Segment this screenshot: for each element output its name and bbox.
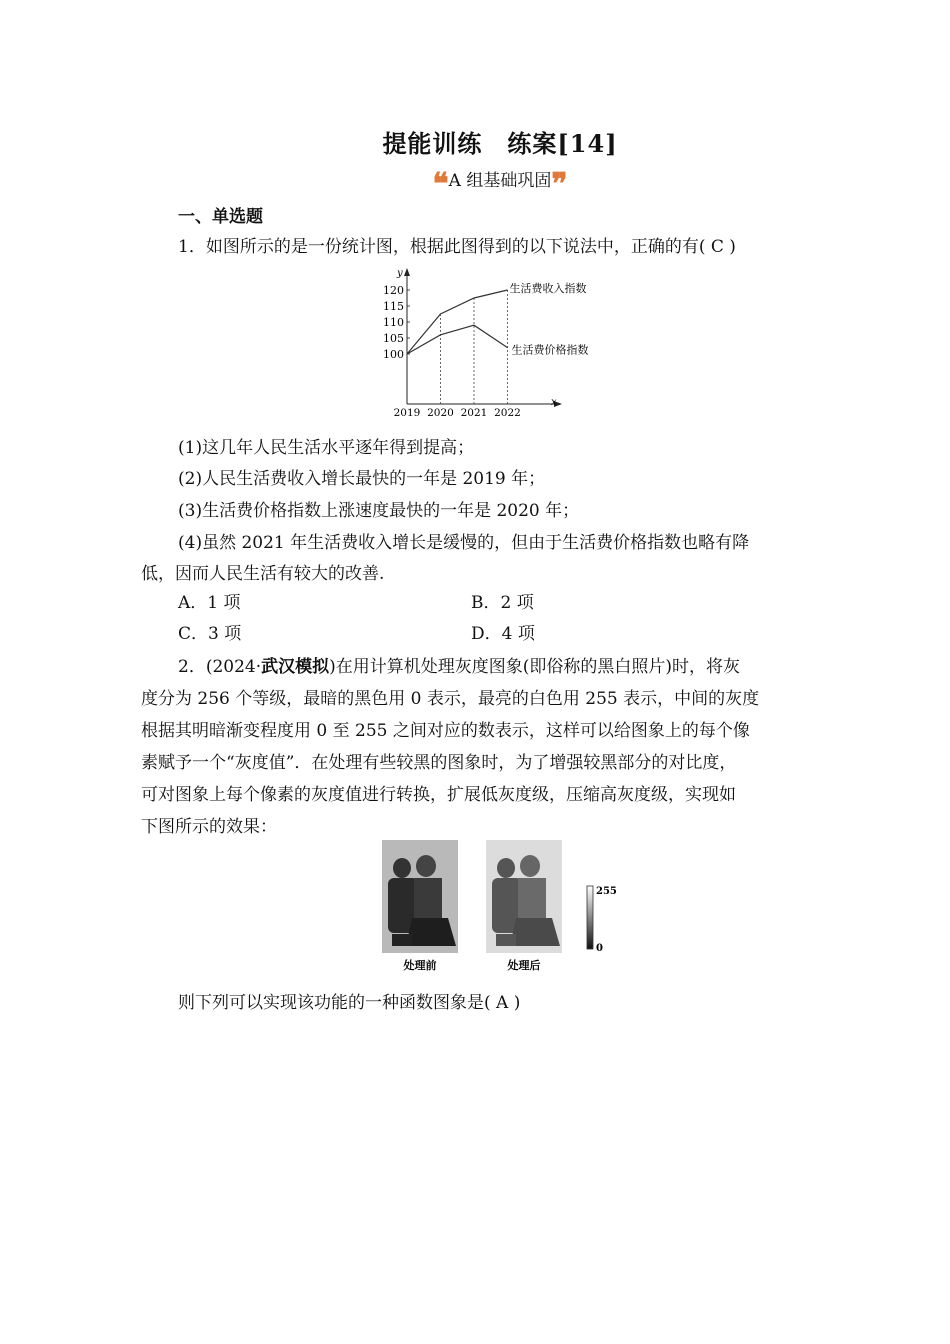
line-chart: [378, 262, 618, 420]
q2-source-prefix: 2．(2024·: [178, 657, 262, 677]
section-heading: 一、单选题: [178, 207, 263, 227]
right-quote-icon: ❞: [551, 167, 568, 202]
photo-after: [486, 840, 562, 953]
photo-after-label: 处理后: [507, 959, 541, 972]
q1-statement-4-cont: 低，因而人民生活有较大的改善.: [141, 564, 385, 584]
y-tick-label: 120: [383, 284, 404, 297]
q2-line-3: 根据其明暗渐变程度用 0 至 255 之间对应的数表示，这样可以给图象上的每个像: [141, 721, 750, 741]
y-tick-label: 100: [383, 348, 404, 361]
q2-line-2: 度分为 256 个等级，最暗的黑色用 0 表示，最亮的白色用 255 表示，中间的灰度: [141, 689, 760, 709]
q1-stem: 1．如图所示的是一份统计图，根据此图得到的以下说法中，正确的有( C ): [178, 237, 736, 257]
y-tick-label: 115: [383, 300, 404, 313]
y-tick-label: 105: [383, 332, 404, 345]
scale-top-label: 255: [596, 886, 617, 897]
q2-final-question: 则下列可以实现该功能的一种函数图象是( A ): [178, 993, 521, 1013]
q1-option-b: B．2 项: [471, 593, 534, 613]
photo-before-label: 处理前: [403, 959, 437, 972]
q2-line-6: 下图所示的效果：: [141, 817, 277, 837]
scale-bottom-label: 0: [596, 943, 603, 954]
series-line-2: [407, 325, 508, 354]
q1-statement-2: (2)人民生活费收入增长最快的一年是 2019 年；: [178, 469, 546, 489]
group-banner-label: A 组基础巩固: [448, 171, 552, 191]
series-label-1: 生活费收入指数: [509, 282, 587, 295]
x-axis-label: x: [551, 397, 557, 408]
q1-statement-1: (1)这几年人民生活水平逐年得到提高；: [178, 438, 475, 458]
q2-stem-line-1: [178, 652, 740, 677]
q2-line-4: 素赋予一个“灰度值”．在处理有些较黑的图象时，为了增强较黑部分的对比度，: [141, 753, 737, 773]
q1-option-c: C．3 项: [178, 624, 242, 644]
left-quote-icon: ❝: [432, 167, 449, 202]
gray-scale-bar: [587, 886, 593, 949]
x-tick-label: 2019: [393, 407, 421, 419]
photo-before: [382, 840, 458, 953]
q1-option-d: D．4 项: [471, 624, 535, 644]
q1-statement-4: (4)虽然 2021 年生活费收入增长是缓慢的，但由于生活费价格指数也略有降: [178, 533, 750, 553]
series-label-2: 生活费价格指数: [511, 343, 589, 357]
q2-line-5: 可对图象上每个像素的灰度值进行转换，扩展低灰度级，压缩高灰度级，实现如: [141, 785, 736, 805]
y-axis-label: y: [397, 268, 403, 279]
group-banner: [0, 166, 950, 200]
series-line-1: [407, 290, 508, 354]
y-axis-arrow: [404, 268, 410, 276]
page-title: 提能训练 练案[14]: [382, 129, 618, 158]
x-tick-label: 2020: [427, 407, 454, 419]
q2-line-1-text: )在用计算机处理灰度图象(即俗称的黑白照片)时，将灰: [329, 657, 741, 677]
q1-statement-3: (3)生活费价格指数上涨速度最快的一年是 2020 年；: [178, 501, 580, 521]
x-tick-label: 2022: [494, 407, 521, 419]
grayscale-figure: [378, 838, 628, 978]
y-tick-label: 110: [383, 316, 404, 329]
q1-option-a: A．1 项: [178, 593, 241, 613]
q2-source: 武汉模拟: [261, 657, 330, 677]
x-tick-label: 2021: [460, 407, 488, 419]
